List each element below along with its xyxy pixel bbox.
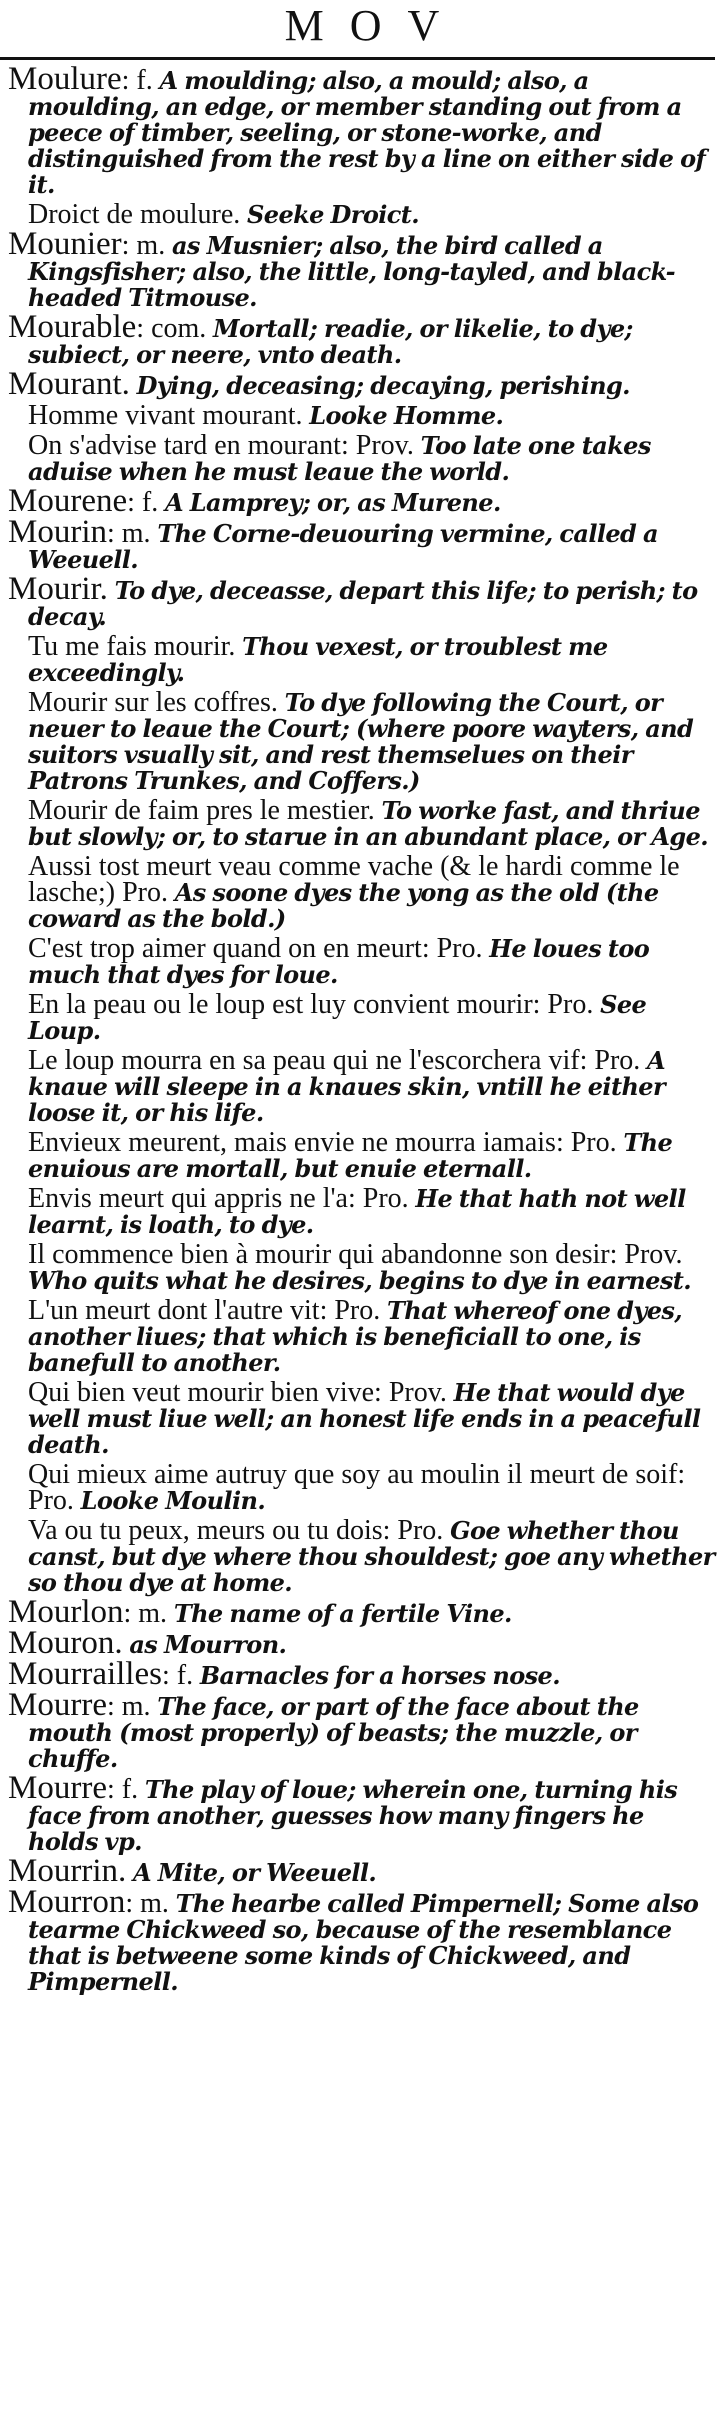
definition: Looke Homme. [302,401,504,430]
grammar-label: : f. [121,65,153,96]
dictionary-entry [0,309,715,369]
dictionary-entry [0,1770,715,1856]
definition: As soone dyes the yong as the old (the coward as the bold.) [28,878,659,933]
definition: The hearbe called Pimpernell; Some also tearme Chickweed so, because of the resemblance that is betweene some kinds of Chickweed, and Pimpernell. [28,1889,699,1996]
dictionary-entry [0,1625,715,1661]
grammar-label: : m. [106,1691,151,1722]
definition: Dying, deceasing; decaying, perishing. [129,371,630,400]
phrase: On s'advise tard en mourant: Prov. [28,430,414,461]
definition: Barnacles for a horses nose. [193,1661,560,1690]
phrase: Qui bien veut mourir bien vive: Prov. [28,1377,447,1408]
definition: The face, or part of the face about the mouth (most properly) of beasts; the muzzle, or chuffe. [28,1692,639,1773]
sub-entry [0,199,715,230]
sub-entry [0,1183,715,1239]
headword: Mourene [8,483,128,519]
sub-entry [0,1459,715,1516]
sub-entry [0,795,715,851]
definition: The name of a fertile Vine. [167,1599,512,1628]
dictionary-entry [0,1594,715,1630]
dictionary-entry [0,1853,715,1889]
headword: Mourin [8,514,107,550]
sub-entry [0,933,715,989]
sub-entry [0,631,715,687]
sub-entry [0,1239,715,1295]
headword: Mourre [8,1687,107,1723]
definition: See Loup. [28,990,647,1045]
page-header [0,0,724,52]
headword: Mourrin. [8,1853,127,1889]
grammar-label: : m. [121,230,166,261]
sub-entry [0,851,715,933]
grammar-label: : m. [123,1598,168,1629]
header-rule [0,57,715,60]
headword: Mourant. [8,366,130,402]
grammar-label: : m. [125,1888,169,1919]
definition: Goe whether thou canst, but dye where thou shouldest; goe any whether so thou dye at home. [28,1516,715,1597]
sub-entry [0,1127,715,1183]
definition: To dye, deceasse, depart this life; to perish; to decay. [28,576,698,631]
grammar-label: : f. [161,1660,194,1691]
definition: Looke Moulin. [73,1486,266,1515]
definition: Mortall; readie, or likelie, to dye; subiect, or neere, vnto death. [28,314,633,369]
definition: He that hath not well learnt, is loath, to dye. [28,1184,686,1239]
headword: Mouron. [8,1625,123,1661]
dictionary-entry [0,1687,715,1773]
definition: The enuious are mortall, but enuie eternall. [28,1128,673,1183]
phrase: C'est trop aimer quand on en meurt: Pro. [28,933,483,964]
headword: Mourable [8,309,137,345]
headword: Mourron [8,1884,126,1920]
definition: To worke fast, and thriue but slowly; or, to starue in an abundant place, or Age. [28,796,708,851]
definition: A knaue will sleepe in a knaues skin, vntill he either loose it, or his life. [28,1046,666,1127]
grammar-label: : com. [136,313,207,344]
grammar-label: : f. [106,1774,139,1805]
definition: To dye following the Court, or neuer to leaue the Court; (where poore wayters, and suitors vsually sit, and rest themselues on their Patrons Trunkes, and Coffers.) [28,688,694,795]
headword: Mourre [8,1770,107,1806]
dictionary-entry [0,483,715,519]
definition: as Musnier; also, the bird called a Kingsfisher; also, the little, long-tayled, and black-headed Titmouse. [28,231,676,312]
definition: Too late one takes aduise when he must leaue the world. [28,431,651,486]
definition: A Lamprey; or, as Murene. [158,488,501,517]
dictionary-entry [0,514,715,574]
phrase: Le loup mourra en sa peau qui ne l'escorchera vif: Pro. [28,1045,641,1076]
definition: He loues too much that dyes for loue. [28,934,650,989]
phrase: Envieux meurent, mais envie ne mourra iamais: Pro. [28,1127,617,1158]
phrase: L'un meurt dont l'autre vit: Pro. [28,1295,381,1326]
grammar-label: : f. [127,487,159,518]
definition: as Mourron. [122,1630,287,1659]
dictionary-entry [0,1884,715,1996]
definition: The play of loue; wherein one, turning his face from another, guesses how many fingers he holds vp. [28,1775,678,1856]
definition: A Mite, or Weeuell. [126,1858,377,1887]
phrase: Aussi tost meurt veau comme vache (& le hardi comme le lasche;) Pro. [28,851,680,908]
phrase: Envis meurt qui appris ne l'a: Pro. [28,1183,409,1214]
dictionary-entry [0,1656,715,1692]
dictionary-entries [0,63,715,1995]
definition: A moulding; also, a mould; also, a moulding, an edge, or member standing out from a peece of timber, seeling, or stone-worke, and distinguished from the rest by a line on either side of it. [28,66,706,199]
definition: Seeke Droict. [240,200,419,229]
definition: That whereof one dyes, another liues; that which is beneficiall to one, is banefull to another. [28,1296,683,1377]
headword: Mourir. [8,571,108,607]
sub-entry [0,687,715,795]
phrase: Qui mieux aime autruy que soy au moulin il meurt de soif: Pro. [28,1459,686,1516]
phrase: Droict de moulure. [28,199,241,230]
running-head: MOV [284,1,466,50]
sub-entry [0,430,715,486]
headword: Mourlon [8,1594,124,1630]
dictionary-entry [0,61,715,199]
phrase: Mourir sur les coffres. [28,687,278,718]
phrase: Homme vivant mourant. [28,400,303,431]
sub-entry [0,1295,715,1377]
sub-entry [0,400,715,431]
headword: Mounier [8,226,122,262]
definition: Thou vexest, or troublest me exceedingly. [28,632,608,687]
dictionary-entry [0,366,715,402]
definition: He that would dye well must liue well; an honest life ends in a peacefull death. [28,1378,701,1459]
headword: Moulure [8,61,122,97]
definition: The Corne-deuouring vermine, called a Weeuell. [28,519,658,574]
sub-entry [0,1377,715,1459]
phrase: Il commence bien à mourir qui abandonne son desir: Prov. [28,1239,683,1270]
phrase: Va ou tu peux, meurs ou tu dois: Pro. [28,1515,444,1546]
grammar-label: : m. [107,518,151,549]
sub-entry [0,989,715,1045]
phrase: Mourir de faim pres le mestier. [28,795,375,826]
definition: Who quits what he desires, begins to dye in earnest. [28,1266,691,1295]
sub-entry [0,1045,715,1127]
dictionary-entry [0,571,715,631]
dictionary-entry [0,226,715,312]
headword: Mourrailles [8,1656,162,1692]
phrase: Tu me fais mourir. [28,631,236,662]
phrase: En la peau ou le loup est luy convient mourir: Pro. [28,989,594,1020]
sub-entry [0,1515,715,1597]
